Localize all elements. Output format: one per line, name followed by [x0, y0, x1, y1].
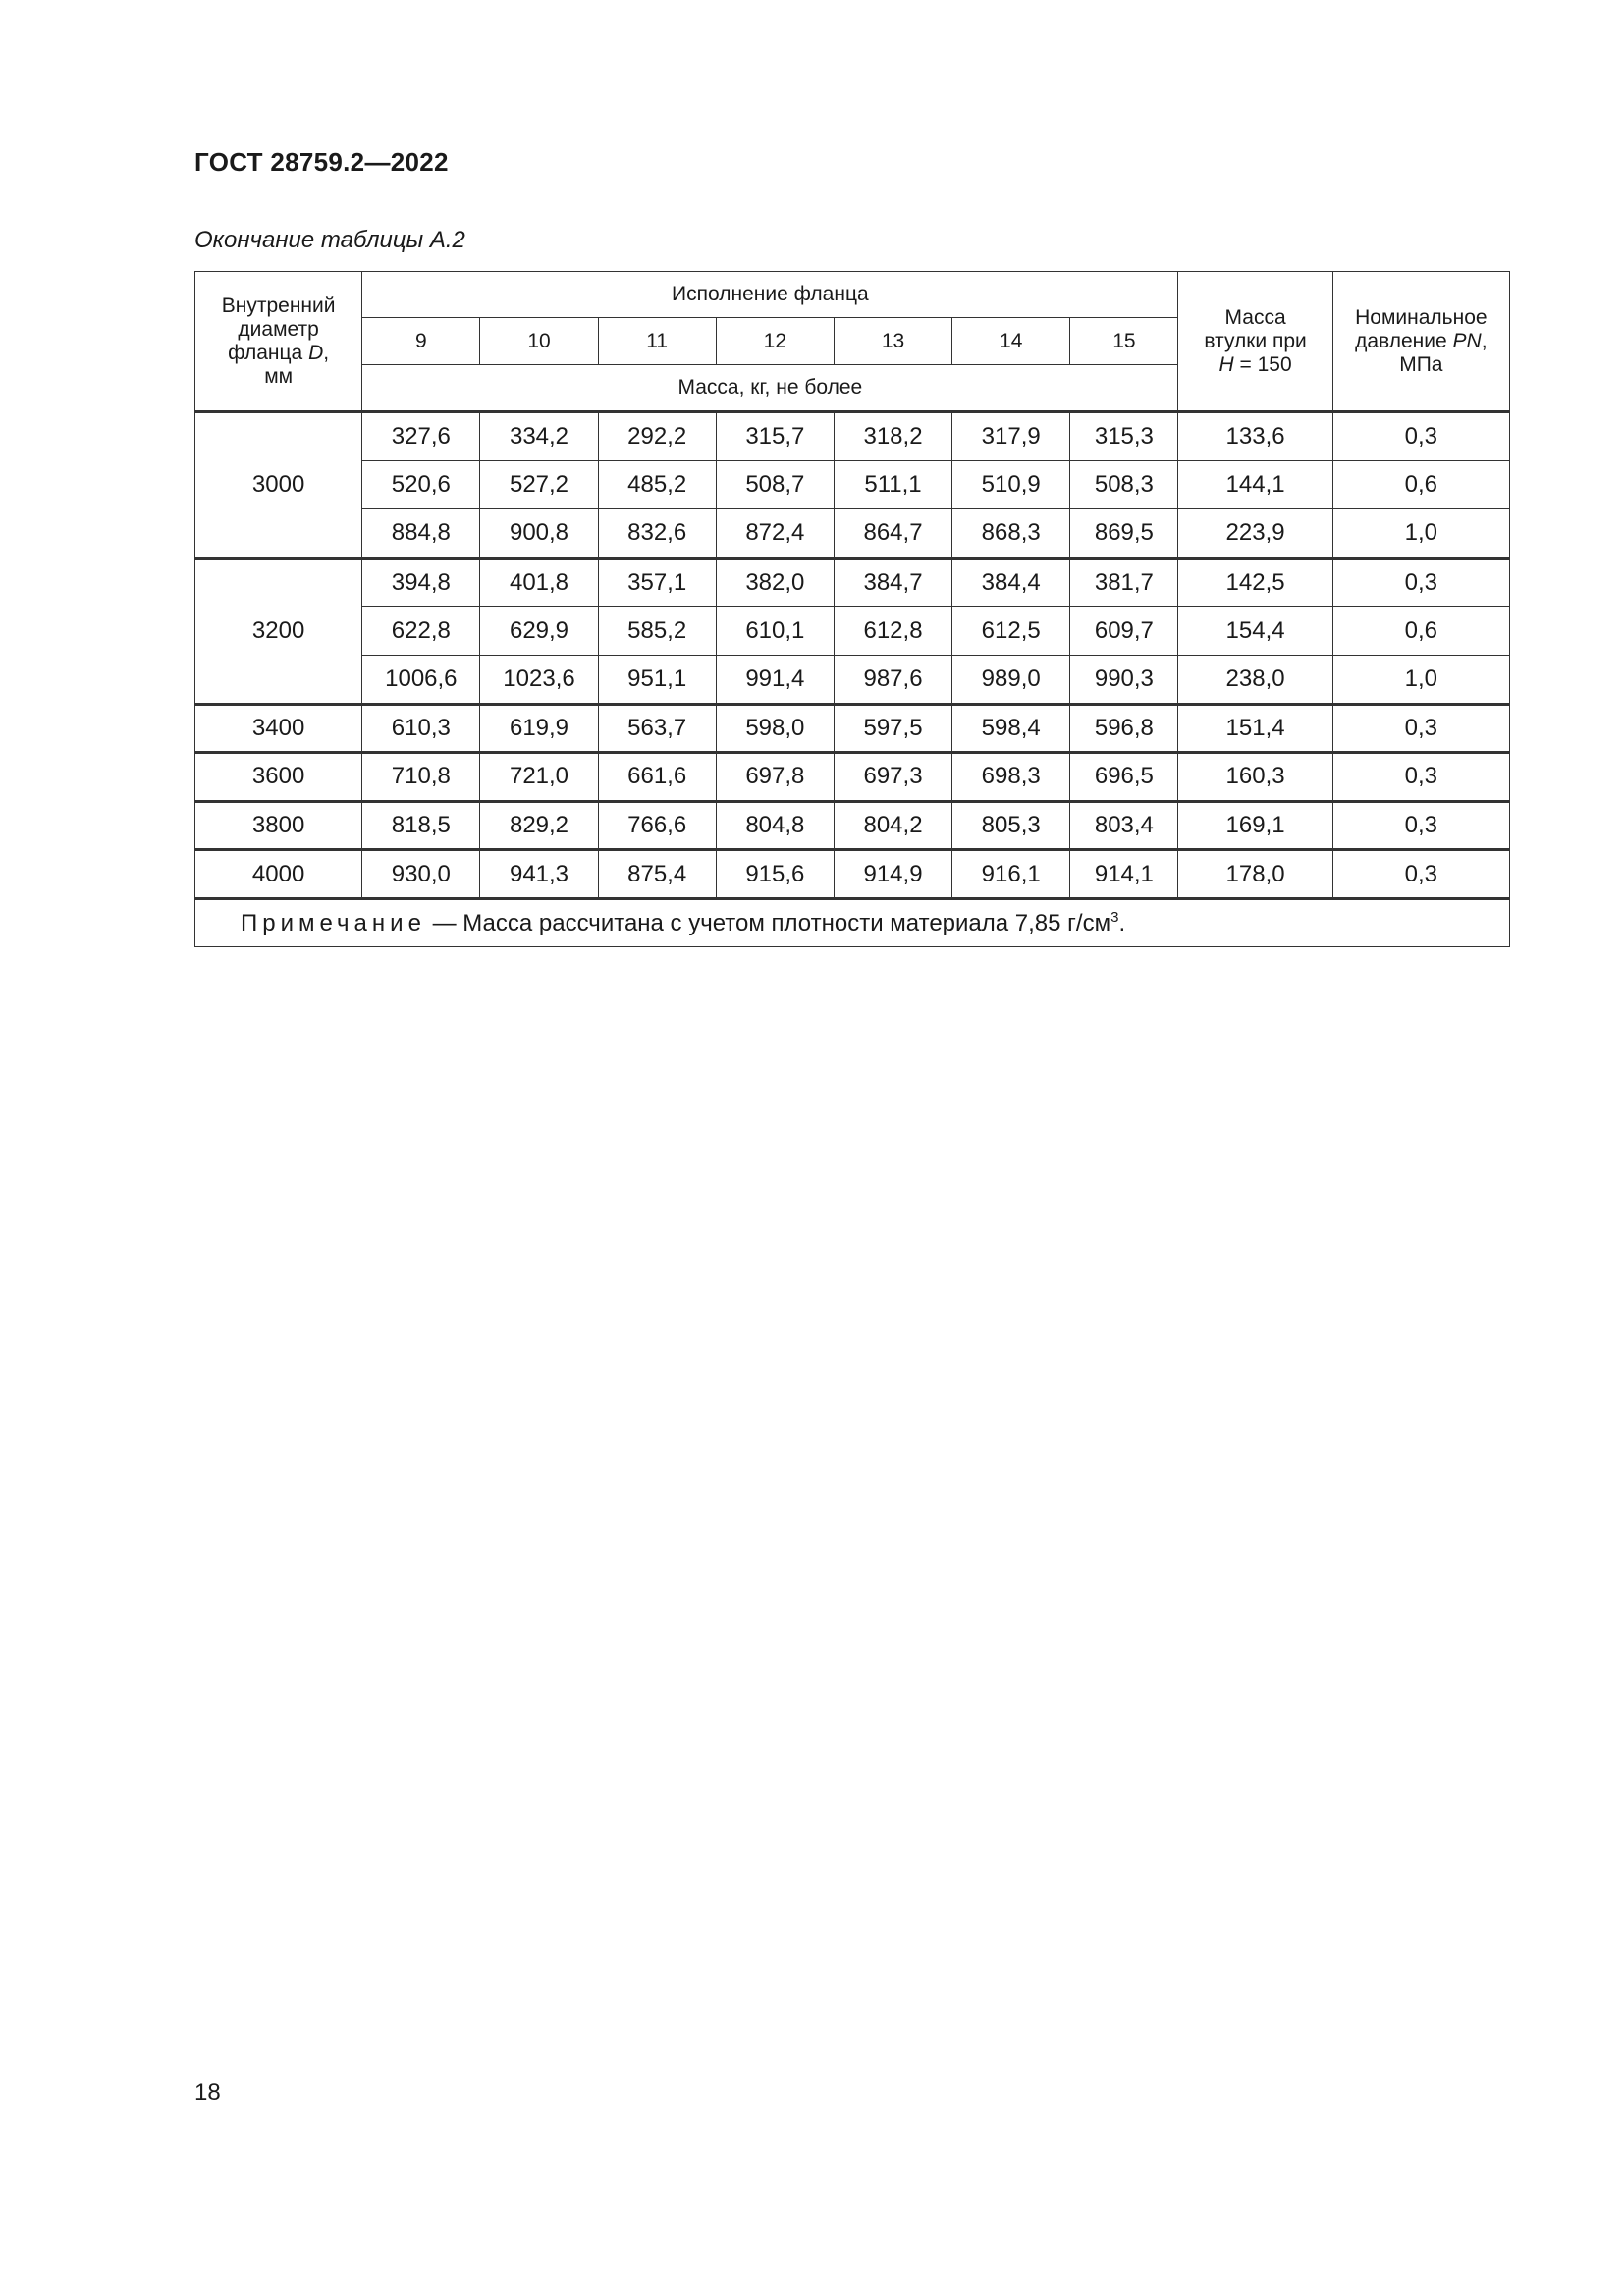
mass-cell: 900,8	[480, 509, 598, 559]
mass-cell: 697,3	[834, 753, 951, 802]
hub-mass-cell: 178,0	[1178, 850, 1332, 899]
mass-cell: 916,1	[952, 850, 1070, 899]
hub-mass-cell: 223,9	[1178, 509, 1332, 559]
mass-cell: 869,5	[1070, 509, 1178, 559]
mass-cell: 327,6	[362, 412, 480, 461]
pressure-cell: 0,3	[1332, 558, 1509, 607]
mass-cell: 721,0	[480, 753, 598, 802]
table-caption: Окончание таблицы А.2	[194, 227, 465, 253]
pressure-cell: 0,6	[1332, 607, 1509, 656]
mass-cell: 832,6	[598, 509, 716, 559]
execution-number: 11	[598, 318, 716, 365]
pressure-cell: 0,3	[1332, 850, 1509, 899]
execution-number: 12	[716, 318, 834, 365]
table-row	[195, 460, 1510, 509]
mass-cell: 510,9	[952, 460, 1070, 509]
note-row	[195, 898, 1510, 946]
mass-cell: 829,2	[480, 801, 598, 850]
table-row	[195, 607, 1510, 656]
execution-number: 14	[952, 318, 1070, 365]
mass-cell: 318,2	[834, 412, 951, 461]
mass-cell: 315,3	[1070, 412, 1178, 461]
mass-cell: 597,5	[834, 704, 951, 753]
diameter-cell: 3400	[195, 704, 362, 753]
pressure-cell: 1,0	[1332, 655, 1509, 704]
execution-number: 9	[362, 318, 480, 365]
mass-cell: 875,4	[598, 850, 716, 899]
mass-cell: 991,4	[716, 655, 834, 704]
mass-cell: 598,4	[952, 704, 1070, 753]
pressure-cell: 0,3	[1332, 704, 1509, 753]
mass-cell: 915,6	[716, 850, 834, 899]
mass-cell: 563,7	[598, 704, 716, 753]
note-label: Примечание	[241, 909, 426, 936]
pressure-cell: 0,3	[1332, 412, 1509, 461]
mass-cell: 803,4	[1070, 801, 1178, 850]
mass-cell: 357,1	[598, 558, 716, 607]
page-number: 18	[194, 2079, 221, 2106]
mass-cell: 384,4	[952, 558, 1070, 607]
header-pressure: Номинальное давление PN, МПа	[1332, 272, 1509, 412]
note-end: .	[1118, 909, 1126, 936]
document-header: ГОСТ 28759.2—2022	[194, 147, 449, 177]
mass-cell: 612,8	[834, 607, 951, 656]
mass-cell: 1023,6	[480, 655, 598, 704]
diameter-cell: 3800	[195, 801, 362, 850]
mass-cell: 292,2	[598, 412, 716, 461]
mass-cell: 941,3	[480, 850, 598, 899]
mass-cell: 914,9	[834, 850, 951, 899]
diameter-cell: 3200	[195, 558, 362, 704]
mass-cell: 930,0	[362, 850, 480, 899]
mass-cell: 622,8	[362, 607, 480, 656]
table-row	[195, 850, 1510, 899]
hub-mass-cell: 169,1	[1178, 801, 1332, 850]
mass-cell: 987,6	[834, 655, 951, 704]
mass-cell: 381,7	[1070, 558, 1178, 607]
mass-cell: 629,9	[480, 607, 598, 656]
execution-number: 15	[1070, 318, 1178, 365]
mass-cell: 610,1	[716, 607, 834, 656]
mass-cell: 818,5	[362, 801, 480, 850]
hub-mass-cell: 154,4	[1178, 607, 1332, 656]
mass-cell: 585,2	[598, 607, 716, 656]
pressure-cell: 0,3	[1332, 801, 1509, 850]
execution-number: 10	[480, 318, 598, 365]
mass-cell: 804,8	[716, 801, 834, 850]
hub-mass-cell: 144,1	[1178, 460, 1332, 509]
mass-cell: 612,5	[952, 607, 1070, 656]
flange-mass-table	[194, 271, 1510, 947]
mass-cell: 485,2	[598, 460, 716, 509]
table-row	[195, 753, 1510, 802]
mass-cell: 914,1	[1070, 850, 1178, 899]
mass-cell: 596,8	[1070, 704, 1178, 753]
mass-cell: 384,7	[834, 558, 951, 607]
mass-cell: 508,7	[716, 460, 834, 509]
header-mass-subtitle: Масса, кг, не более	[362, 365, 1178, 412]
hub-mass-cell: 133,6	[1178, 412, 1332, 461]
mass-cell: 710,8	[362, 753, 480, 802]
table-row	[195, 509, 1510, 559]
mass-cell: 394,8	[362, 558, 480, 607]
header-hub-mass: Масса втулки при H = 150	[1178, 272, 1332, 412]
mass-cell: 511,1	[834, 460, 951, 509]
table-row	[195, 558, 1510, 607]
mass-cell: 872,4	[716, 509, 834, 559]
pressure-cell: 0,6	[1332, 460, 1509, 509]
mass-cell: 610,3	[362, 704, 480, 753]
mass-cell: 609,7	[1070, 607, 1178, 656]
mass-cell: 382,0	[716, 558, 834, 607]
mass-cell: 884,8	[362, 509, 480, 559]
mass-cell: 317,9	[952, 412, 1070, 461]
mass-cell: 766,6	[598, 801, 716, 850]
mass-cell: 598,0	[716, 704, 834, 753]
mass-cell: 989,0	[952, 655, 1070, 704]
mass-cell: 698,3	[952, 753, 1070, 802]
mass-cell: 315,7	[716, 412, 834, 461]
note-superscript: 3	[1110, 908, 1119, 926]
mass-cell: 951,1	[598, 655, 716, 704]
header-diameter: Внутренний диаметр фланца D, мм	[195, 272, 362, 412]
hub-mass-cell: 238,0	[1178, 655, 1332, 704]
table-row	[195, 704, 1510, 753]
mass-cell: 401,8	[480, 558, 598, 607]
pressure-cell: 1,0	[1332, 509, 1509, 559]
mass-cell: 804,2	[834, 801, 951, 850]
mass-cell: 805,3	[952, 801, 1070, 850]
hub-mass-cell: 151,4	[1178, 704, 1332, 753]
table-row	[195, 801, 1510, 850]
mass-cell: 619,9	[480, 704, 598, 753]
note-text: — Масса рассчитана с учетом плотности материала 7,85 г/см	[425, 909, 1111, 936]
mass-cell: 990,3	[1070, 655, 1178, 704]
mass-cell: 334,2	[480, 412, 598, 461]
table-note	[195, 898, 1510, 946]
mass-cell: 864,7	[834, 509, 951, 559]
hub-mass-cell: 142,5	[1178, 558, 1332, 607]
mass-cell: 661,6	[598, 753, 716, 802]
mass-cell: 527,2	[480, 460, 598, 509]
mass-cell: 1006,6	[362, 655, 480, 704]
pressure-cell: 0,3	[1332, 753, 1509, 802]
mass-cell: 520,6	[362, 460, 480, 509]
execution-number: 13	[834, 318, 951, 365]
diameter-cell: 4000	[195, 850, 362, 899]
mass-cell: 696,5	[1070, 753, 1178, 802]
mass-cell: 508,3	[1070, 460, 1178, 509]
diameter-cell: 3000	[195, 412, 362, 559]
table-row	[195, 655, 1510, 704]
diameter-cell: 3600	[195, 753, 362, 802]
table-row	[195, 412, 1510, 461]
mass-cell: 868,3	[952, 509, 1070, 559]
hub-mass-cell: 160,3	[1178, 753, 1332, 802]
mass-cell: 697,8	[716, 753, 834, 802]
header-execution: Исполнение фланца	[362, 272, 1178, 318]
